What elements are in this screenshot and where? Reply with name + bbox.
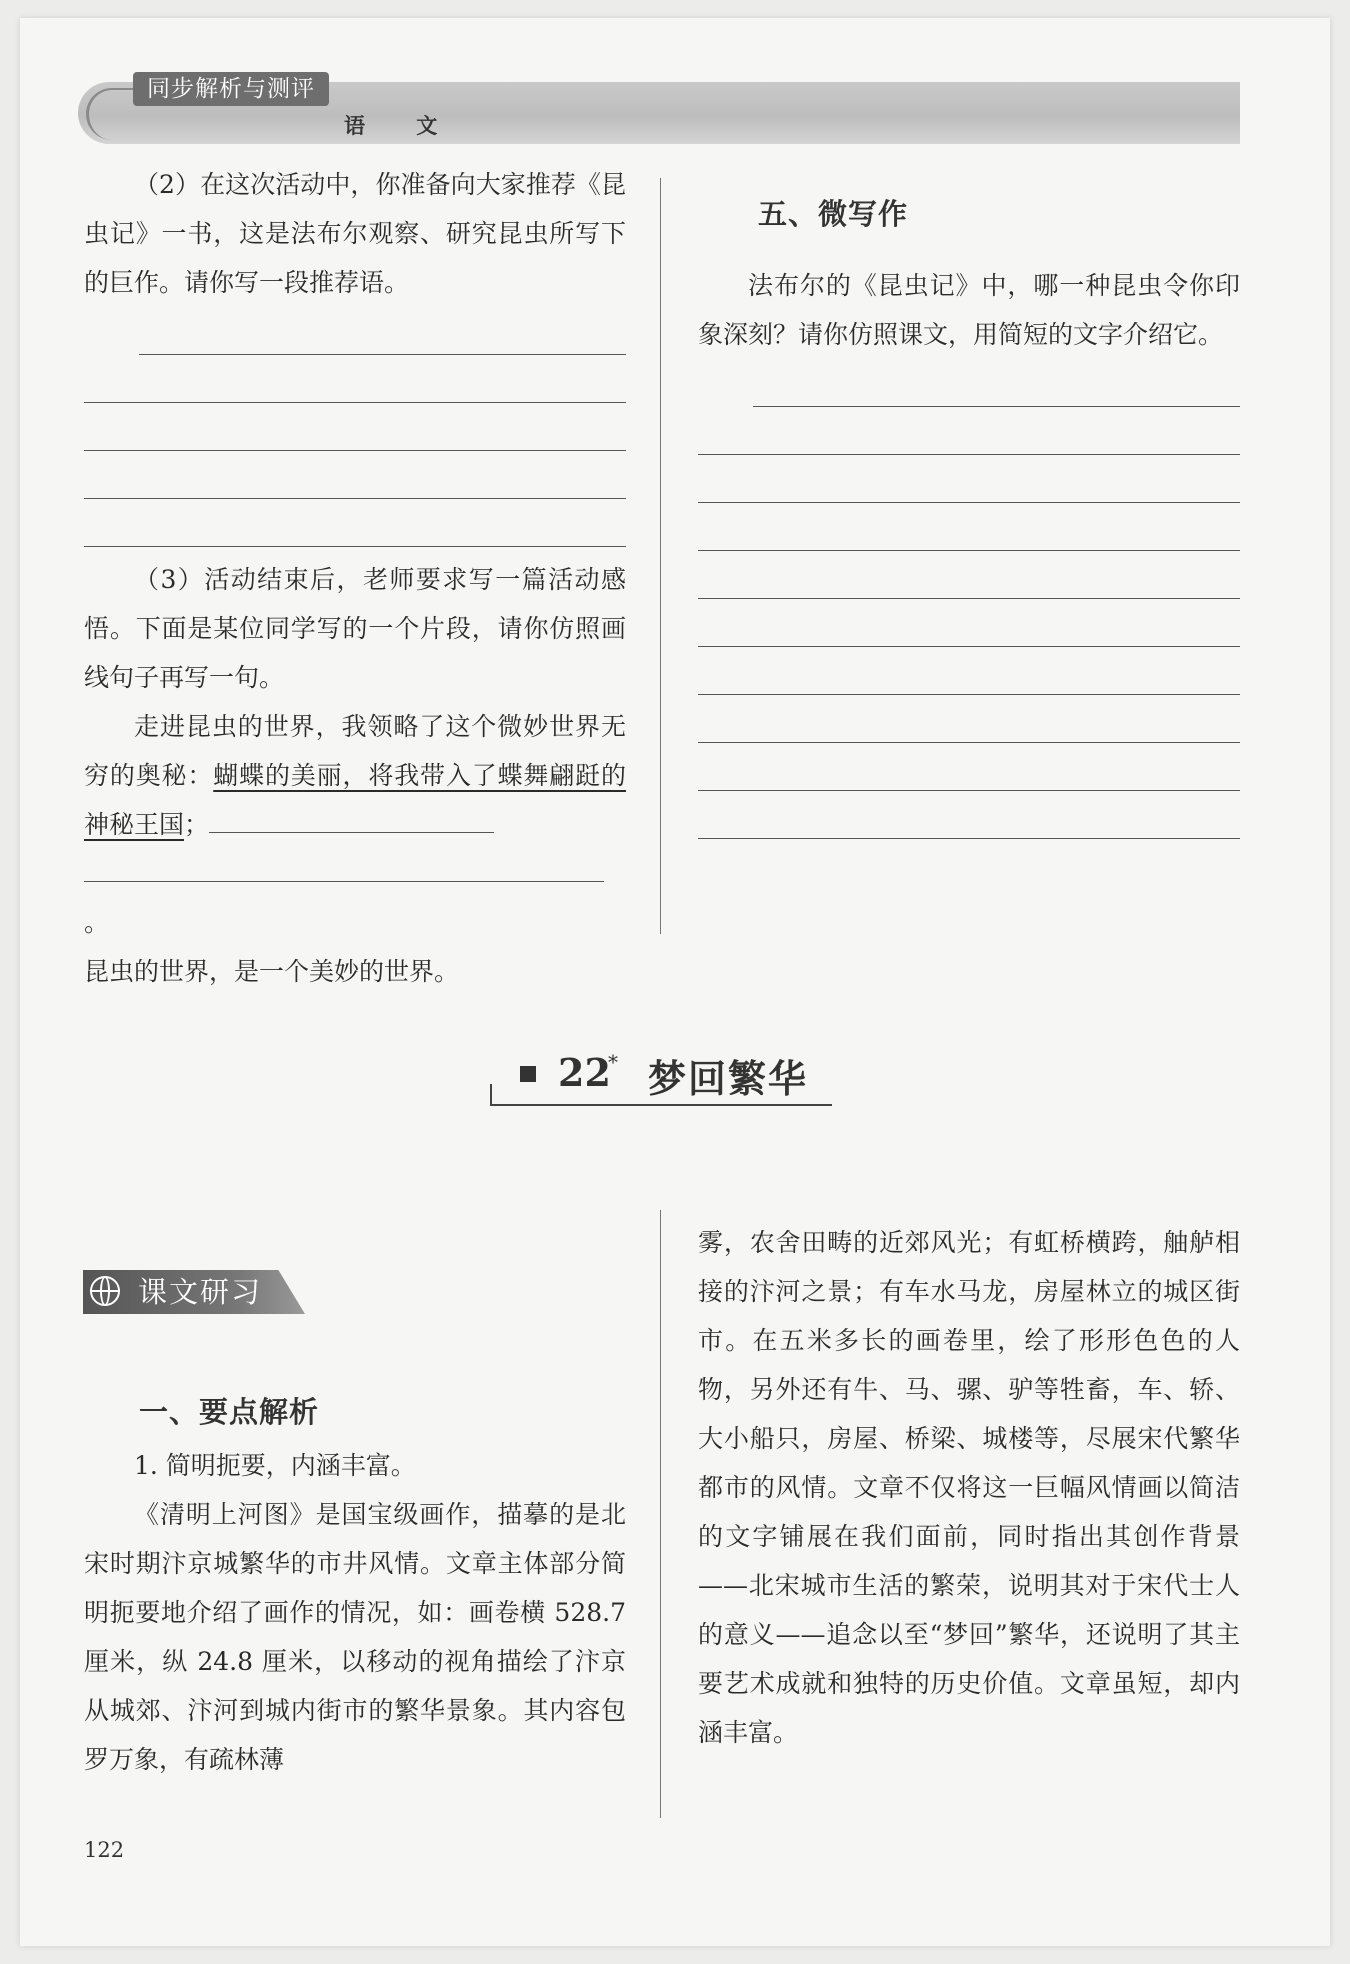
question-3: （3）活动结束后，老师要求写一篇活动感悟。下面是某位同学写的一个片段，请你仿照画线句子再写一句。 bbox=[84, 565, 626, 692]
answer-lines-q2 bbox=[84, 307, 626, 547]
analysis-body-left: 《清明上河图》是国宝级画作，描摹的是北宋时期汴京城繁华的市井风情。文章主体部分简明扼要地介绍了画作的情况，如：画卷横 528.7 厘米，纵 24.8 厘米，以移动的视角描绘了汴京从城郊、汴河到城内街市的繁华景象。其内容包罗万象，有疏林薄 bbox=[84, 1500, 626, 1774]
lesson-name: 梦回繁华 bbox=[648, 1057, 809, 1101]
micro-writing-prompt: 法布尔的《昆虫记》中，哪一种昆虫令你印象深刻？请你仿照课文，用简短的文字介绍它。 bbox=[698, 271, 1240, 349]
series-title: 同步解析与测评 bbox=[133, 72, 329, 106]
answer-line[interactable] bbox=[698, 503, 1240, 551]
title-square-icon bbox=[520, 1066, 536, 1082]
right-bottom-column bbox=[698, 1218, 1240, 1757]
answer-line[interactable] bbox=[84, 499, 626, 547]
lesson-star: * bbox=[608, 1050, 618, 1074]
answer-line[interactable] bbox=[698, 791, 1240, 839]
left-bottom-column bbox=[84, 1388, 626, 1784]
section-tag-label: 课文研习 bbox=[138, 1275, 263, 1309]
lesson-title bbox=[490, 1040, 830, 1108]
column-divider-top bbox=[660, 178, 661, 934]
analysis-body-right: 雾，农舍田畴的近郊风光；有虹桥横跨，舳舻相接的汴河之景；有车水马龙，房屋林立的城区街市。在五米多长的画卷里，绘了形形色色的人物，另外还有牛、马、骡、驴等牲畜，车、轿、大小船只，房屋、桥梁、城楼等，尽展宋代繁华都市的风情。文章不仅将这一巨幅风情画以简洁的文字铺展在我们面前，同时指出其创作背景——北宋城市生活的繁荣，说明其对于宋代士人的意义——追念以至“梦回”繁华，还说明了其主要艺术成就和独特的历史价值。文章虽短，却内涵丰富。 bbox=[698, 1228, 1240, 1747]
subject-label: 语 文 bbox=[344, 114, 460, 138]
question-2: （2）在这次活动中，你准备向大家推荐《昆虫记》一书，这是法布尔观察、研究昆虫所写下的巨作。请你写一段推荐语。 bbox=[84, 170, 626, 297]
section-heading-key-points: 一、要点解析 bbox=[139, 1395, 320, 1429]
lesson-number: 22 bbox=[558, 1050, 611, 1095]
underlined-sentence: 蝴蝶的美丽，将我带入了蝶舞翩跹的神秘王国 bbox=[84, 761, 626, 839]
answer-line[interactable] bbox=[698, 551, 1240, 599]
answer-line[interactable] bbox=[84, 451, 626, 499]
right-top-column bbox=[698, 190, 1240, 839]
passage bbox=[84, 702, 626, 849]
period: 。 bbox=[84, 908, 110, 937]
answer-line[interactable] bbox=[698, 695, 1240, 743]
answer-line[interactable] bbox=[698, 407, 1240, 455]
closing-sentence: 昆虫的世界，是一个美妙的世界。 bbox=[84, 957, 460, 986]
answer-line[interactable] bbox=[84, 403, 626, 451]
answer-line[interactable] bbox=[698, 743, 1240, 791]
answer-line[interactable] bbox=[84, 355, 626, 403]
semicolon: ； bbox=[184, 810, 210, 839]
page-number: 122 bbox=[84, 1838, 125, 1862]
section-heading-micro-writing: 五、微写作 bbox=[758, 197, 909, 231]
left-top-column bbox=[84, 160, 626, 996]
passage-intro: 走进昆虫的世界，我领略了这个微妙世界无穷的奥秘： bbox=[84, 712, 626, 790]
globe-icon bbox=[90, 1276, 120, 1306]
answer-line[interactable] bbox=[698, 455, 1240, 503]
answer-line[interactable] bbox=[753, 359, 1240, 407]
point-1: 1. 简明扼要，内涵丰富。 bbox=[134, 1451, 416, 1480]
answer-line[interactable] bbox=[698, 647, 1240, 695]
answer-line[interactable] bbox=[139, 307, 626, 355]
column-divider-bottom bbox=[660, 1210, 661, 1818]
fill-blank-inline[interactable] bbox=[209, 802, 494, 833]
answer-lines-micro bbox=[698, 359, 1240, 839]
fill-blank-full[interactable] bbox=[84, 851, 604, 882]
fill-line-row bbox=[84, 849, 626, 947]
answer-line[interactable] bbox=[698, 599, 1240, 647]
